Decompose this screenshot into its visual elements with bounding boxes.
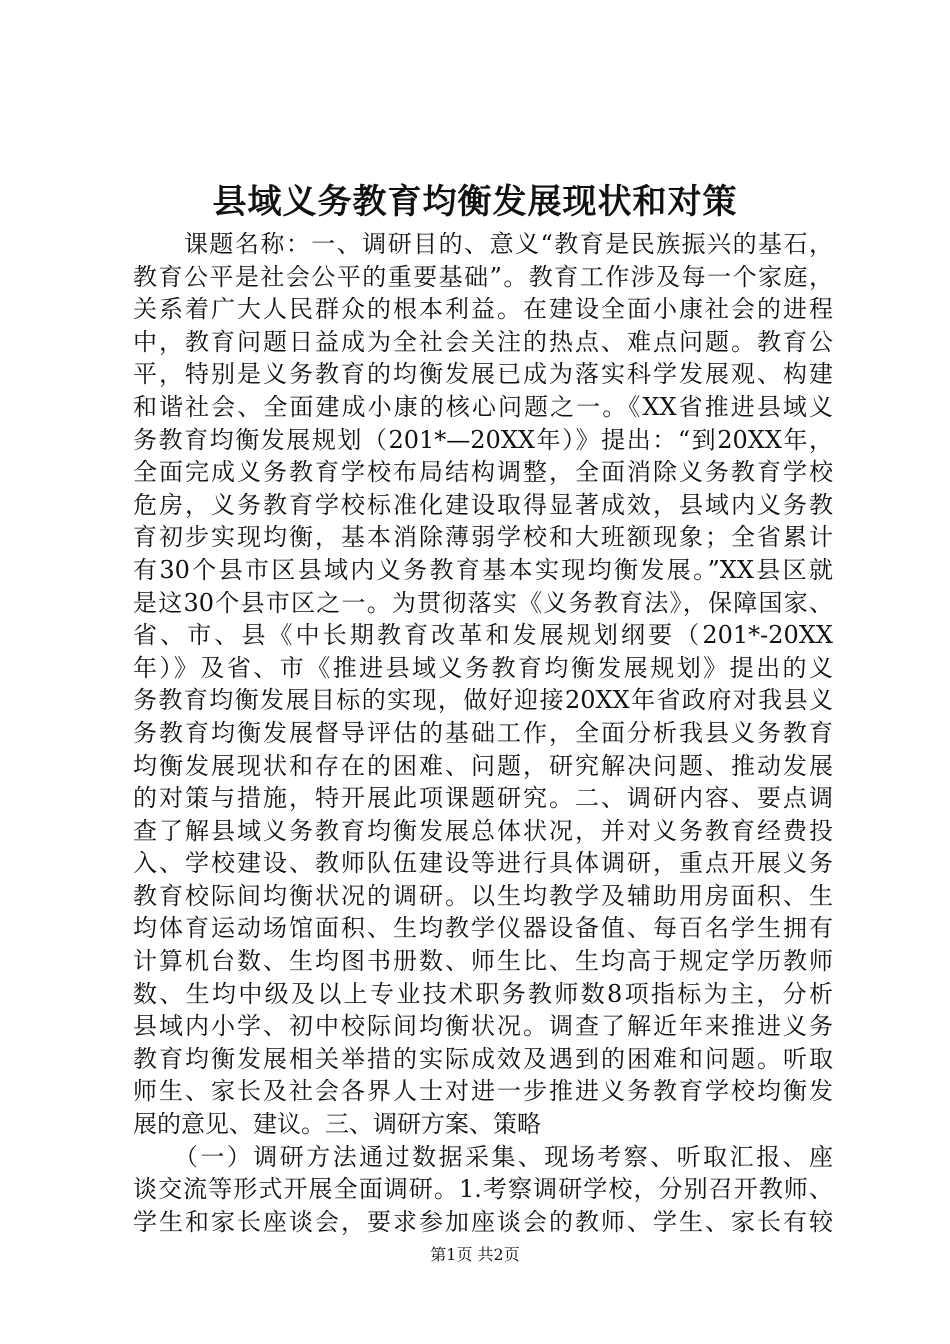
body-line: （一）调研方法通过数据采集、现场考察、听取汇报、座: [133, 1142, 833, 1171]
body-line: 全面完成义务教育学校布局结构调整，全面消除义务教育学校: [133, 458, 833, 487]
body-line: 平，特别是义务教育的均衡发展已成为落实科学发展观、构建: [133, 360, 833, 389]
body-line: 谈交流等形式开展全面调研。1.考察调研学校，分别召开教师、: [133, 1175, 833, 1204]
body-line: 省、市、县《中长期教育改革和发展规划纲要（201*-20XX: [133, 621, 833, 650]
body-line: 课题名称：一、调研目的、意义“教育是民族振兴的基石，: [133, 230, 833, 258]
body-line: 展的意见、建议。三、调研方案、策略: [133, 1110, 541, 1139]
body-line: 均衡发展现状和存在的困难、问题，研究解决问题、推动发展: [133, 751, 833, 780]
body-line: 年）》及省、市《推进县域义务教育均衡发展规划》提出的义: [133, 653, 833, 682]
body-line: 是这30个县市区之一。为贯彻落实《义务教育法》，保障国家、: [133, 588, 833, 617]
body-line: 教育均衡发展相关举措的实际成效及遇到的困难和问题。听取: [133, 1044, 833, 1073]
body-line: 学生和家长座谈会，要求参加座谈会的教师、学生、家长有较: [133, 1207, 833, 1236]
body-line: 危房，义务教育学校标准化建设取得显著成效，县域内义务教: [133, 490, 833, 519]
body-line: 入、学校建设、教师队伍建设等进行具体调研，重点开展义务: [133, 849, 833, 878]
document-body: [133, 228, 833, 1238]
body-line: 务教育均衡发展目标的实现，做好迎接20XX年省政府对我县义: [133, 686, 833, 715]
body-line: 师生、家长及社会各界人士对进一步推进义务教育学校均衡发: [133, 1077, 833, 1106]
page-number-footer: 第1页 共2页: [430, 1245, 520, 1264]
body-line: 关系着广大人民群众的根本利益。在建设全面小康社会的进程: [133, 295, 833, 324]
body-line: 和谐社会、全面建成小康的核心问题之一。《XX省推进县域义: [133, 392, 833, 421]
body-line: 数、生均中级及以上专业技术职务教师数8项指标为主，分析: [133, 979, 833, 1008]
body-line: 查了解县域义务教育均衡发展总体状况，并对义务教育经费投: [133, 816, 833, 845]
body-line: 均体育运动场馆面积、生均教学仪器设备值、每百名学生拥有: [133, 914, 833, 943]
body-line: 的对策与措施，特开展此项课题研究。二、调研内容、要点调: [133, 784, 833, 813]
body-line: 务教育均衡发展规划（201*—20XX年）》提出：“到20XX年，: [133, 425, 833, 454]
document-title: 县域义务教育均衡发展现状和对策: [212, 182, 738, 222]
body-line: 有30个县市区县域内义务教育基本实现均衡发展。”XX县区就: [133, 555, 833, 584]
body-line: 县域内小学、初中校际间均衡状况。调查了解近年来推进义务: [133, 1012, 833, 1041]
body-line: 中，教育问题日益成为全社会关注的热点、难点问题。教育公: [133, 327, 833, 356]
body-line: 教育公平是社会公平的重要基础”。教育工作涉及每一个家庭，: [133, 262, 833, 291]
body-line: 教育校际间均衡状况的调研。以生均教学及辅助用房面积、生: [133, 881, 833, 910]
body-line: 计算机台数、生均图书册数、师生比、生均高于规定学历教师: [133, 947, 833, 976]
body-line: 育初步实现均衡，基本消除薄弱学校和大班额现象；全省累计: [133, 523, 833, 552]
body-line: 务教育均衡发展督导评估的基础工作，全面分析我县义务教育: [133, 718, 833, 747]
